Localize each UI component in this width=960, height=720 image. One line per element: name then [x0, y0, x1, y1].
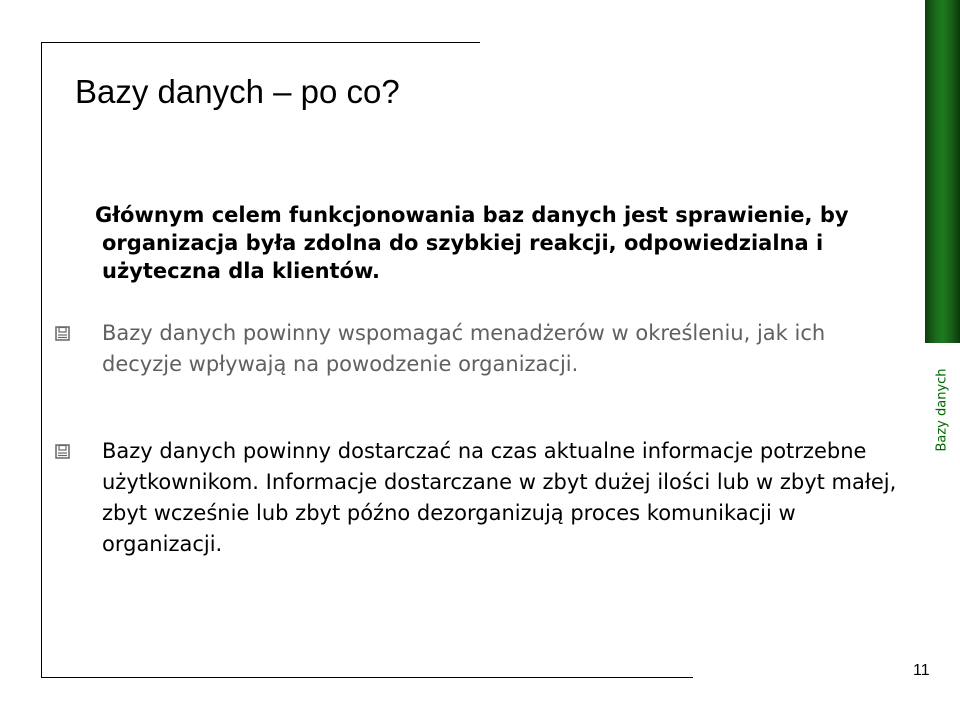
bullet-text: Bazy danych powinny wspomagać menadżerów w określeniu, jak ich decyzje wpływają na powodzenie organizacji.: [102, 321, 826, 376]
floppy-bullet-icon: [55, 326, 70, 341]
bullet-text: Bazy danych powinny dostarczać na czas aktualne informacje potrzebne użytkownikom. Informacje dostarczane w zbyt dużej ilości lub w zbyt małej, zbyt wcześnie lub zbyt późno dezorganizują proces komunikacji w organizacji.: [102, 439, 897, 556]
floppy-bullet-icon: [55, 444, 70, 459]
frame-left-line: [41, 42, 42, 678]
page-number: 11: [913, 662, 930, 679]
slide-title: Bazy danych – po co?: [75, 73, 400, 110]
frame-bottom-line: [41, 677, 693, 678]
frame-top-line: [41, 42, 480, 43]
lead-paragraph: Głównym celem funkcjonowania baz danych jest sprawienie, by organizacja była zdolna do szybkiej reakcji, odpowiedzialna i użyteczna dla klientów.: [95, 203, 849, 283]
side-label: Bazy danych: [934, 368, 950, 452]
green-side-bar: [925, 0, 960, 343]
